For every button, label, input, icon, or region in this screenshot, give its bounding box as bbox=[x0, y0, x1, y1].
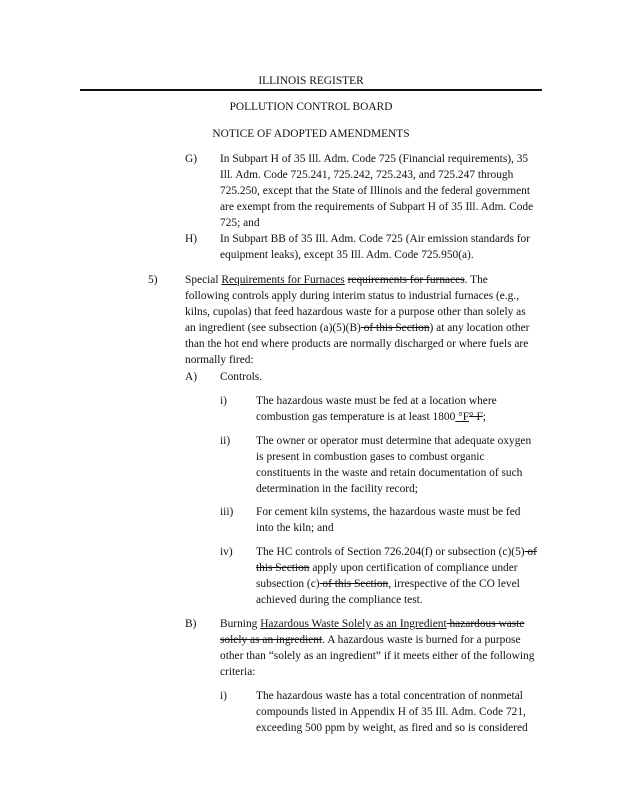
item-a-iv-line bbox=[256, 545, 537, 561]
item-g-line: 725.250, except that the State of Illinois and the federal government bbox=[220, 185, 530, 197]
item-g-line: Ill. Adm. Code 725.241, 725.242, 725.243, and 725.247 through bbox=[220, 169, 514, 181]
item-b-line bbox=[220, 617, 524, 633]
text-run: subsection (c) bbox=[256, 578, 320, 590]
board-title: POLLUTION CONTROL BOARD bbox=[229, 101, 393, 113]
item-h-line: equipment leaks), except 35 Ill. Adm. Code 725.950(a). bbox=[220, 249, 474, 261]
item-a-iv-line bbox=[256, 561, 518, 577]
item-5-line bbox=[185, 273, 488, 289]
text-run: ) at any location other bbox=[429, 322, 530, 334]
deleted-text: this Section bbox=[256, 562, 310, 574]
item-5-label: 5) bbox=[148, 274, 158, 286]
notice-title: NOTICE OF ADOPTED AMENDMENTS bbox=[212, 128, 410, 140]
register-title: ILLINOIS REGISTER bbox=[258, 75, 364, 87]
text-run: Burning bbox=[220, 618, 261, 630]
added-text: Hazardous Waste Solely as an Ingredient bbox=[260, 618, 447, 630]
item-5-line bbox=[185, 321, 529, 337]
item-g-label: G) bbox=[185, 153, 198, 165]
item-5-line: following controls apply during interim status to industrial furnaces (e.g., bbox=[185, 290, 520, 302]
deleted-text: of this Section bbox=[360, 322, 430, 334]
text-run: . The bbox=[464, 274, 488, 286]
item-a-iv-line bbox=[256, 577, 520, 593]
item-b-i-line: The hazardous waste has a total concentration of nonmetal bbox=[256, 690, 523, 702]
text-run: combustion gas temperature is at least 1800 bbox=[256, 411, 456, 423]
item-h-label: H) bbox=[185, 233, 198, 245]
item-b-line: criteria: bbox=[220, 666, 256, 678]
added-text: Requirements for Furnaces bbox=[221, 274, 345, 286]
header-rule bbox=[80, 89, 542, 91]
item-a-ii-line: is present in combustion gases to combust organic bbox=[256, 451, 485, 463]
text-run: ; bbox=[482, 411, 486, 423]
item-a-i-line: The hazardous waste must be fed at a location where bbox=[256, 395, 497, 407]
deleted-text: solely as an ingredient bbox=[220, 634, 323, 646]
item-b-label: B) bbox=[185, 618, 197, 630]
item-a-iii-label: iii) bbox=[220, 506, 234, 518]
item-b-i-label: i) bbox=[220, 690, 227, 702]
item-a-title: Controls. bbox=[220, 371, 263, 383]
text-run: apply upon certification of compliance under bbox=[309, 562, 518, 574]
deleted-text: hazardous waste bbox=[446, 618, 525, 630]
item-a-ii-label: ii) bbox=[220, 435, 231, 447]
item-g-line: are exempt from the requirements of Subpart H of 35 Ill. Adm. Code bbox=[220, 201, 534, 213]
text-run: . A hazardous waste is burned for a purpose bbox=[322, 634, 521, 646]
text-run: The HC controls of Section 726.204(f) or subsection (c)(5) bbox=[256, 546, 525, 558]
added-text: °F bbox=[455, 411, 470, 423]
item-a-i-line bbox=[256, 410, 486, 426]
item-a-ii-line: The owner or operator must determine that adequate oxygen bbox=[256, 435, 532, 447]
text-run: an ingredient (see subsection (a)(5)(B) bbox=[185, 322, 361, 334]
item-a-iii-line: into the kiln; and bbox=[256, 522, 334, 534]
item-b-line: other than “solely as an ingredient” if it meets either of the following bbox=[220, 650, 535, 662]
deleted-text: requirements for furnaces bbox=[347, 274, 465, 286]
deleted-text: of bbox=[524, 546, 537, 558]
item-5-line: normally fired: bbox=[185, 354, 254, 366]
item-a-label: A) bbox=[185, 371, 198, 383]
item-a-ii-line: constituents in the waste and retain documentation of such bbox=[256, 467, 523, 479]
text-run: Special bbox=[185, 274, 222, 286]
item-a-iii-line: For cement kiln systems, the hazardous waste must be fed bbox=[256, 506, 521, 518]
item-5-line: kilns, cupolas) that feed hazardous waste for a purpose other than solely as bbox=[185, 306, 526, 318]
item-h-line: In Subpart BB of 35 Ill. Adm. Code 725 (Air emission standards for bbox=[220, 233, 531, 245]
item-a-iv-label: iv) bbox=[220, 546, 233, 558]
item-a-iv-line: achieved during the compliance test. bbox=[256, 594, 423, 606]
item-b-i-line: exceeding 500 ppm by weight, as fired and so is considered bbox=[256, 722, 528, 734]
item-a-ii-line: determination in the facility record; bbox=[256, 483, 418, 495]
deleted-text: of this Section bbox=[319, 578, 389, 590]
item-g-line: 725; and bbox=[220, 217, 260, 229]
item-b-line bbox=[220, 633, 521, 649]
text-run: , irrespective of the CO level bbox=[388, 578, 520, 590]
item-b-i-line: compounds listed in Appendix H of 35 Ill. Adm. Code 721, bbox=[256, 706, 526, 718]
item-g-line: In Subpart H of 35 Ill. Adm. Code 725 (Financial requirements), 35 bbox=[220, 153, 529, 165]
deleted-text: ° F bbox=[469, 411, 483, 423]
item-a-i-label: i) bbox=[220, 395, 227, 407]
item-5-line: than the hot end where products are normally discharged or where fuels are bbox=[185, 338, 529, 350]
